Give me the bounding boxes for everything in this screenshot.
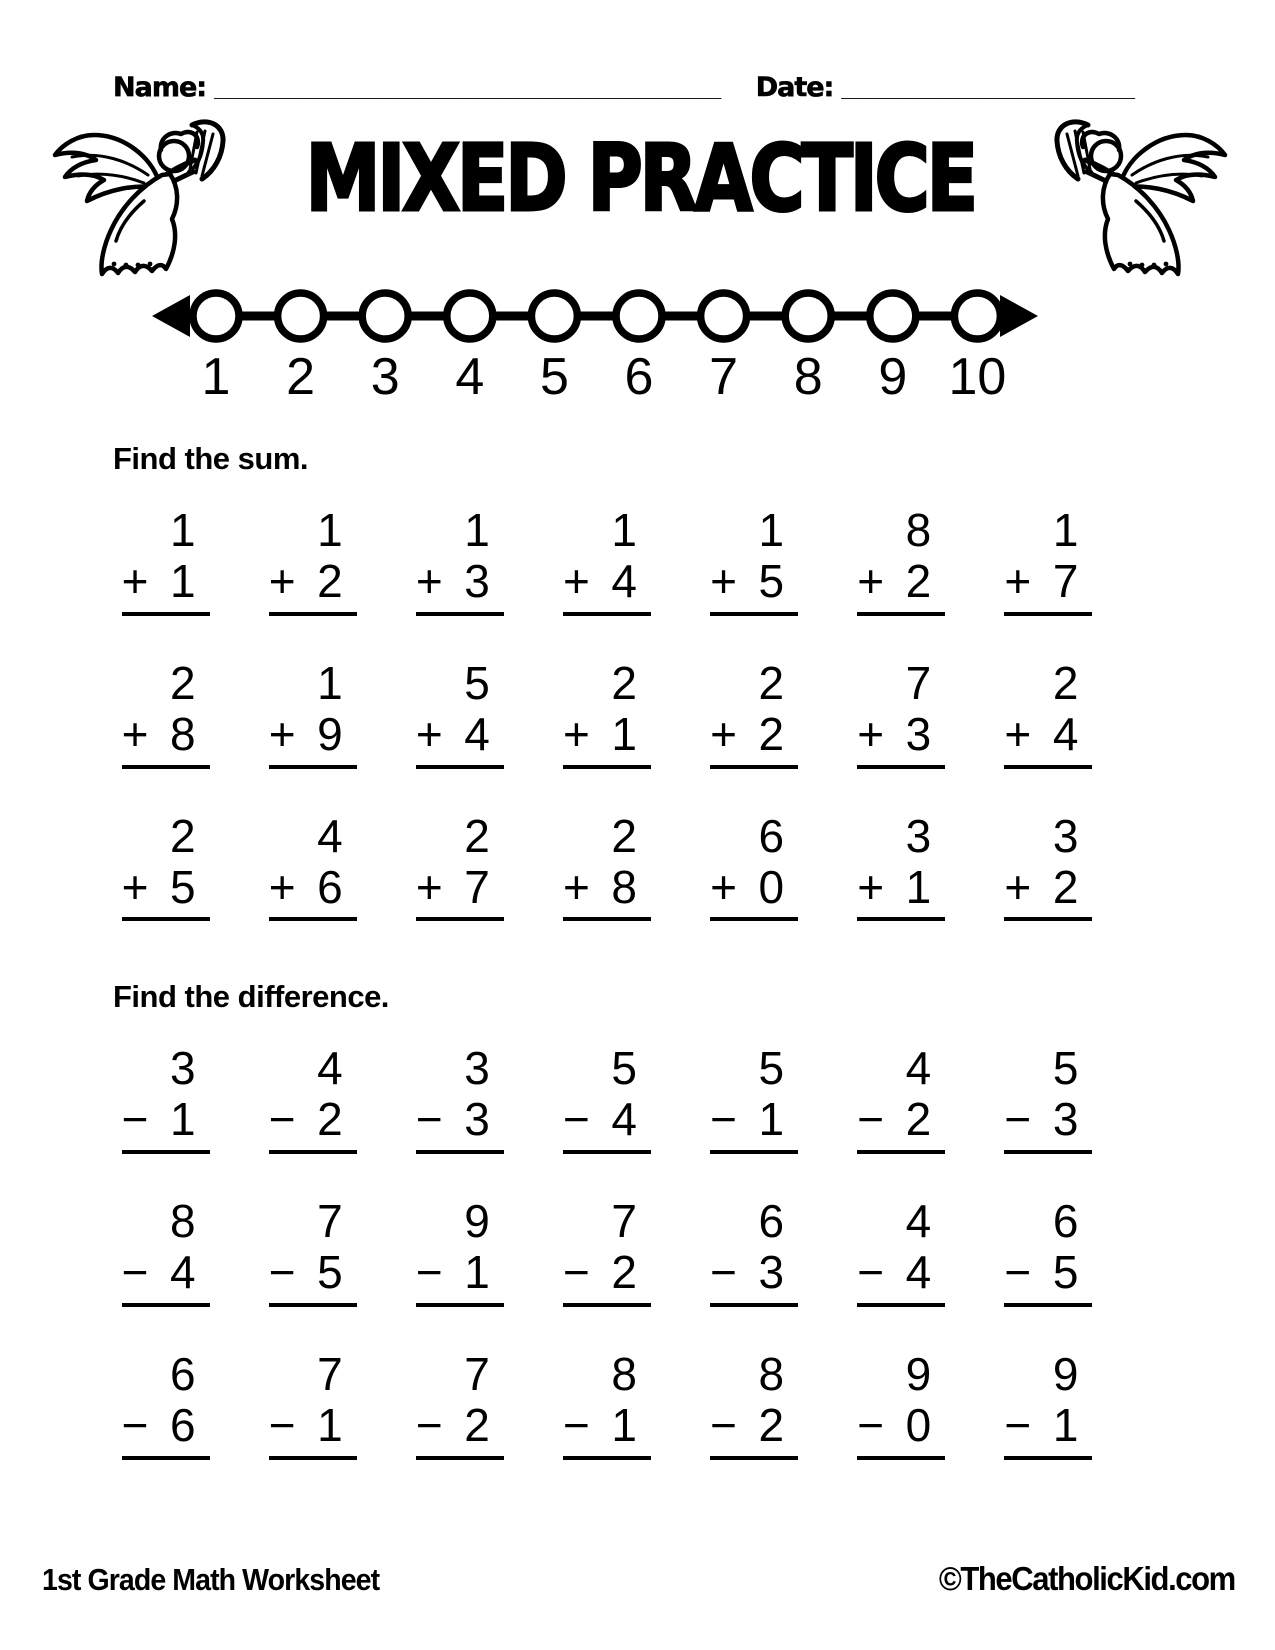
operator-sign: + xyxy=(415,554,443,607)
operator-sign: + xyxy=(857,554,885,607)
answer-blank[interactable] xyxy=(122,612,210,616)
math-problem xyxy=(415,504,504,616)
operator-sign: − xyxy=(1004,1246,1032,1299)
math-problem xyxy=(857,1195,945,1307)
top-operand: 4 xyxy=(905,1042,932,1095)
answer-blank[interactable] xyxy=(710,765,798,769)
number-line-label: 1 xyxy=(201,348,231,402)
angel-harp-icon xyxy=(1048,115,1248,285)
answer-blank[interactable] xyxy=(563,1150,651,1154)
operator-sign: − xyxy=(710,1398,737,1451)
bottom-operand: 8 xyxy=(169,707,196,760)
number-line-label: 6 xyxy=(624,348,654,402)
number-line xyxy=(150,282,1040,407)
footer xyxy=(0,1560,1275,1650)
math-problem xyxy=(268,504,357,616)
math-problem xyxy=(857,809,945,922)
math-problem xyxy=(1004,809,1092,922)
math-problem xyxy=(415,809,504,922)
number-line-label: 9 xyxy=(878,348,908,402)
number-line-point xyxy=(193,293,239,339)
math-problem xyxy=(857,656,945,769)
angel-harp-icon xyxy=(32,115,232,285)
top-operand: 2 xyxy=(1052,656,1079,709)
operator-sign: − xyxy=(415,1398,443,1451)
operator-sign: + xyxy=(710,860,737,913)
operator-sign: − xyxy=(1004,1093,1032,1146)
math-problem xyxy=(268,656,357,769)
bottom-operand: 7 xyxy=(1052,554,1079,607)
bottom-operand: 4 xyxy=(611,554,637,607)
top-operand: 1 xyxy=(169,504,196,556)
bottom-operand: 3 xyxy=(905,707,932,760)
top-operand: 7 xyxy=(905,656,932,709)
math-problem xyxy=(562,1195,651,1307)
bottom-operand: 4 xyxy=(1052,707,1079,760)
name-label: Name: xyxy=(113,72,207,103)
top-operand: 2 xyxy=(169,656,196,709)
top-operand: 7 xyxy=(611,1195,637,1248)
answer-blank[interactable] xyxy=(416,1303,504,1307)
operator-sign: − xyxy=(268,1093,296,1146)
bottom-operand: 2 xyxy=(317,1093,343,1146)
operator-sign: − xyxy=(121,1246,149,1299)
math-problem xyxy=(121,1195,210,1307)
number-line-point xyxy=(362,293,408,339)
answer-blank[interactable] xyxy=(857,1150,945,1154)
bottom-operand: 1 xyxy=(169,554,196,607)
top-operand: 3 xyxy=(905,809,932,862)
bottom-operand: 2 xyxy=(758,1398,785,1451)
top-operand: 1 xyxy=(317,656,343,709)
operator-sign: + xyxy=(121,707,149,760)
answer-blank[interactable] xyxy=(269,1303,357,1307)
operator-sign: − xyxy=(710,1093,737,1146)
math-problem xyxy=(857,504,945,616)
operator-sign: + xyxy=(268,707,296,760)
top-operand: 1 xyxy=(317,504,343,556)
top-operand: 7 xyxy=(464,1348,490,1401)
bottom-operand: 1 xyxy=(758,1093,785,1146)
operator-sign: − xyxy=(562,1398,590,1451)
answer-blank[interactable] xyxy=(1004,612,1092,616)
bottom-operand: 9 xyxy=(317,707,343,760)
operator-sign: − xyxy=(1004,1398,1032,1451)
top-operand: 8 xyxy=(611,1348,637,1401)
number-line-point xyxy=(616,293,662,339)
top-operand: 9 xyxy=(905,1348,932,1401)
operator-sign: + xyxy=(857,707,885,760)
math-problem xyxy=(415,1348,504,1460)
header xyxy=(0,0,1275,103)
number-line-point xyxy=(278,293,324,339)
operator-sign: − xyxy=(857,1398,885,1451)
bottom-operand: 3 xyxy=(758,1246,785,1299)
top-operand: 5 xyxy=(464,656,490,709)
operator-sign: + xyxy=(415,707,443,760)
number-line-point xyxy=(954,293,1000,339)
bottom-operand: 1 xyxy=(611,707,637,760)
bottom-operand: 4 xyxy=(464,707,490,760)
top-operand: 8 xyxy=(169,1195,196,1248)
math-problem xyxy=(857,1348,945,1460)
operator-sign: − xyxy=(710,1246,737,1299)
answer-blank[interactable] xyxy=(1004,1456,1092,1460)
top-operand: 6 xyxy=(1052,1195,1079,1248)
operator-sign: − xyxy=(415,1093,443,1146)
operator-sign: + xyxy=(121,860,149,913)
answer-blank[interactable] xyxy=(269,612,357,616)
math-problem xyxy=(121,656,210,769)
answer-blank[interactable] xyxy=(710,612,798,616)
answer-blank[interactable] xyxy=(122,1303,210,1307)
answer-blank[interactable] xyxy=(416,612,504,616)
math-problem xyxy=(415,656,504,769)
bottom-operand: 6 xyxy=(317,860,343,913)
top-operand: 1 xyxy=(611,504,637,556)
math-problem xyxy=(710,1348,798,1460)
bottom-operand: 5 xyxy=(1052,1246,1079,1299)
difference-section xyxy=(0,921,1275,1459)
sum-section xyxy=(0,407,1275,921)
top-operand: 5 xyxy=(758,1042,785,1095)
operator-sign: + xyxy=(857,860,885,913)
answer-blank[interactable] xyxy=(563,765,651,769)
top-operand: 2 xyxy=(758,656,785,709)
top-operand: 8 xyxy=(758,1348,785,1401)
math-problem xyxy=(1004,1348,1092,1460)
operator-sign: + xyxy=(1004,707,1032,760)
top-operand: 2 xyxy=(464,809,490,862)
math-problem xyxy=(562,504,651,616)
number-line-label: 3 xyxy=(370,348,400,402)
answer-blank[interactable] xyxy=(857,612,945,616)
number-line-label: 2 xyxy=(286,348,316,402)
answer-blank[interactable] xyxy=(416,1150,504,1154)
title-band xyxy=(0,115,1275,290)
date-label: Date: xyxy=(755,72,834,103)
number-line-label: 5 xyxy=(539,348,569,402)
number-line-point xyxy=(870,293,916,339)
operator-sign: + xyxy=(268,860,296,913)
bottom-operand: 8 xyxy=(611,860,637,913)
operator-sign: − xyxy=(562,1093,590,1146)
bottom-operand: 4 xyxy=(611,1093,637,1146)
operator-sign: + xyxy=(710,707,737,760)
answer-blank[interactable] xyxy=(122,1456,210,1460)
math-problem xyxy=(562,1042,651,1154)
number-line-label: 4 xyxy=(455,348,485,402)
operator-sign: − xyxy=(268,1246,296,1299)
answer-blank[interactable] xyxy=(710,1456,798,1460)
top-operand: 8 xyxy=(905,504,932,556)
operator-sign: + xyxy=(562,707,590,760)
number-line-point xyxy=(701,293,747,339)
sum-problems-grid xyxy=(92,504,1122,921)
answer-blank[interactable] xyxy=(269,765,357,769)
operator-sign: + xyxy=(268,554,296,607)
top-operand: 7 xyxy=(317,1348,343,1401)
operator-sign: + xyxy=(1004,554,1032,607)
number-line-point xyxy=(447,293,493,339)
date-line[interactable]: ______________________ xyxy=(841,75,1135,102)
top-operand: 5 xyxy=(611,1042,637,1095)
answer-blank[interactable] xyxy=(857,1456,945,1460)
math-problem xyxy=(268,1195,357,1307)
answer-blank[interactable] xyxy=(710,1303,798,1307)
bottom-operand: 2 xyxy=(905,1093,932,1146)
top-operand: 3 xyxy=(464,1042,490,1095)
top-operand: 1 xyxy=(758,504,785,556)
bottom-operand: 6 xyxy=(169,1398,196,1451)
operator-sign: − xyxy=(121,1093,149,1146)
math-problem xyxy=(415,1042,504,1154)
top-operand: 1 xyxy=(464,504,490,556)
answer-blank[interactable] xyxy=(857,765,945,769)
bottom-operand: 3 xyxy=(1052,1093,1079,1146)
math-problem xyxy=(562,1348,651,1460)
top-operand: 2 xyxy=(611,809,637,862)
answer-blank[interactable] xyxy=(1004,1150,1092,1154)
math-problem xyxy=(415,1195,504,1307)
answer-blank[interactable] xyxy=(269,1150,357,1154)
top-operand: 6 xyxy=(758,809,785,862)
difference-heading: Find the difference. xyxy=(113,979,389,1015)
operator-sign: − xyxy=(415,1246,443,1299)
bottom-operand: 0 xyxy=(905,1398,932,1451)
math-problem xyxy=(857,1042,945,1154)
math-problem xyxy=(562,656,651,769)
number-line-label: 8 xyxy=(793,348,823,402)
top-operand: 9 xyxy=(1052,1348,1079,1401)
bottom-operand: 3 xyxy=(464,1093,490,1146)
math-problem xyxy=(1004,504,1092,616)
bottom-operand: 2 xyxy=(758,707,785,760)
top-operand: 6 xyxy=(169,1348,196,1401)
bottom-operand: 1 xyxy=(317,1398,343,1451)
operator-sign: + xyxy=(1004,860,1032,913)
operator-sign: − xyxy=(268,1398,296,1451)
answer-blank[interactable] xyxy=(269,1456,357,1460)
math-problem xyxy=(121,809,210,922)
worksheet-grade-label: 1st Grade Math Worksheet xyxy=(42,1562,380,1597)
top-operand: 6 xyxy=(758,1195,785,1248)
operator-sign: + xyxy=(562,554,590,607)
top-operand: 2 xyxy=(169,809,196,862)
math-problem xyxy=(710,656,798,769)
sum-heading: Find the sum. xyxy=(113,441,308,476)
math-problem xyxy=(562,809,651,922)
operator-sign: + xyxy=(121,554,149,607)
bottom-operand: 1 xyxy=(464,1246,490,1299)
operator-sign: − xyxy=(857,1093,885,1146)
math-problem xyxy=(1004,1195,1092,1307)
bottom-operand: 4 xyxy=(905,1246,932,1299)
math-problem xyxy=(710,1195,798,1307)
math-problem xyxy=(1004,1042,1092,1154)
answer-blank[interactable] xyxy=(563,612,651,616)
bottom-operand: 1 xyxy=(1052,1398,1079,1451)
top-operand: 1 xyxy=(1052,504,1079,556)
math-problem xyxy=(121,1042,210,1154)
answer-blank[interactable] xyxy=(1004,765,1092,769)
answer-blank[interactable] xyxy=(710,1150,798,1154)
bottom-operand: 2 xyxy=(611,1246,637,1299)
bottom-operand: 0 xyxy=(758,860,785,913)
answer-blank[interactable] xyxy=(563,1303,651,1307)
bottom-operand: 5 xyxy=(758,554,785,607)
top-operand: 4 xyxy=(317,1042,343,1095)
number-line-label: 10 xyxy=(948,348,1007,402)
top-operand: 4 xyxy=(905,1195,932,1248)
math-problem xyxy=(710,809,798,922)
bottom-operand: 5 xyxy=(169,860,196,913)
difference-problems-grid xyxy=(92,1042,1122,1459)
bottom-operand: 2 xyxy=(317,554,343,607)
number-line-point xyxy=(785,293,831,339)
math-problem xyxy=(268,1042,357,1154)
math-problem xyxy=(710,504,798,616)
math-problem xyxy=(268,809,357,922)
bottom-operand: 2 xyxy=(1052,860,1079,913)
math-problem xyxy=(268,1348,357,1460)
bottom-operand: 1 xyxy=(905,860,932,913)
bottom-operand: 4 xyxy=(169,1246,196,1299)
operator-sign: − xyxy=(857,1246,885,1299)
top-operand: 2 xyxy=(611,656,637,709)
name-line[interactable]: ______________________________________ xyxy=(214,75,722,102)
answer-blank[interactable] xyxy=(1004,1303,1092,1307)
top-operand: 3 xyxy=(169,1042,196,1095)
bottom-operand: 7 xyxy=(464,860,490,913)
top-operand: 9 xyxy=(464,1195,490,1248)
math-problem xyxy=(710,1042,798,1154)
name-field xyxy=(113,72,721,103)
answer-blank[interactable] xyxy=(122,765,210,769)
top-operand: 4 xyxy=(317,809,343,862)
top-operand: 3 xyxy=(1052,809,1079,862)
math-problem xyxy=(121,504,210,616)
top-operand: 5 xyxy=(1052,1042,1079,1095)
number-line-label: 7 xyxy=(709,348,739,402)
answer-blank[interactable] xyxy=(416,1456,504,1460)
page-title: MIXED PRACTICE xyxy=(305,125,975,232)
bottom-operand: 2 xyxy=(464,1398,490,1451)
answer-blank[interactable] xyxy=(122,1150,210,1154)
date-field xyxy=(756,72,1135,103)
operator-sign: + xyxy=(415,860,443,913)
math-problem xyxy=(121,1348,210,1460)
answer-blank[interactable] xyxy=(416,765,504,769)
answer-blank[interactable] xyxy=(563,1456,651,1460)
operator-sign: − xyxy=(121,1398,149,1451)
bottom-operand: 3 xyxy=(464,554,490,607)
math-problem xyxy=(1004,656,1092,769)
operator-sign: − xyxy=(562,1246,590,1299)
operator-sign: + xyxy=(710,554,737,607)
top-operand: 7 xyxy=(317,1195,343,1248)
site-credit: ©TheCatholicKid.com xyxy=(939,1560,1235,1597)
bottom-operand: 5 xyxy=(317,1246,343,1299)
bottom-operand: 1 xyxy=(611,1398,637,1451)
bottom-operand: 1 xyxy=(169,1093,196,1146)
operator-sign: + xyxy=(562,860,590,913)
right-arrow-icon xyxy=(1000,295,1038,337)
number-line-point xyxy=(531,293,577,339)
answer-blank[interactable] xyxy=(857,1303,945,1307)
bottom-operand: 2 xyxy=(905,554,932,607)
left-arrow-icon xyxy=(152,295,190,337)
